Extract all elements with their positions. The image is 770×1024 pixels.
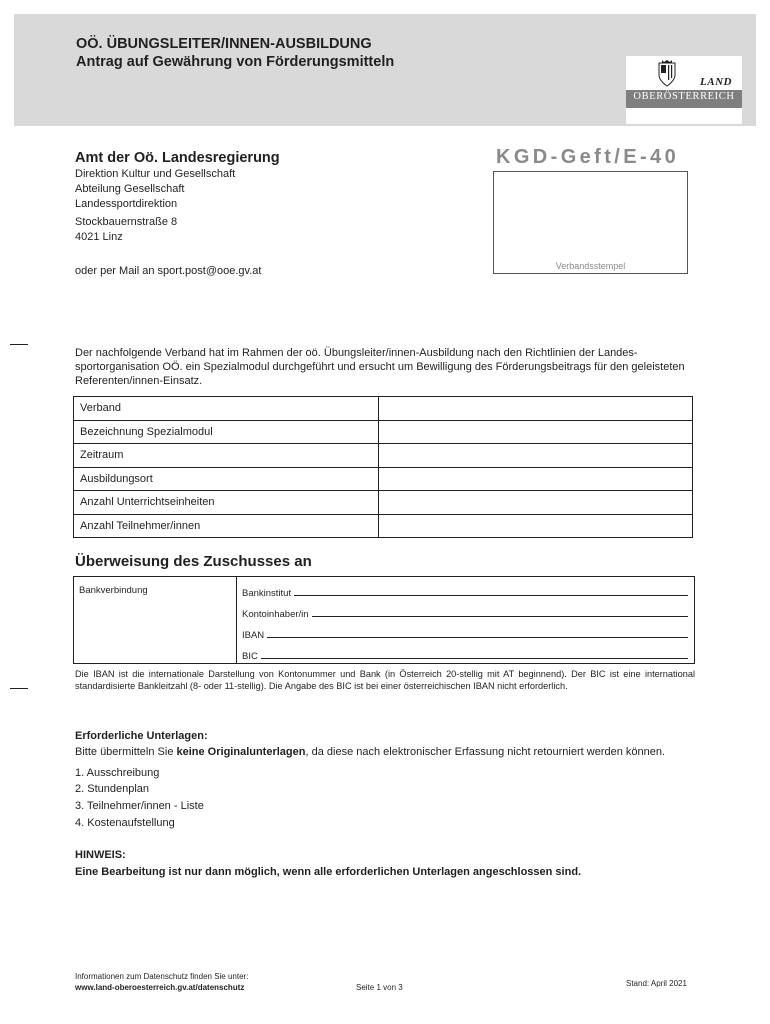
bank-field-institut[interactable] [242,586,688,599]
input-line[interactable] [261,649,688,659]
field-label-spezialmodul: Bezeichnung Spezialmodul [74,420,379,444]
page-number: Seite 1 von 3 [356,983,403,992]
intro-text: Der nachfolgende Verband hat im Rahmen der oö. Übungsleiter/innen-Ausbildung nach den Richtlinien der Landes-sportorganisation OÖ. ein Spezialmodul durchgeführt und ersucht um Bewilligung des Förderungsbeitrags für den geleisteten Referenten/innen-Einsatz. [75,347,685,387]
field-label-verband: Verband [74,397,379,421]
requirements-text [75,746,665,758]
bank-divider [236,576,237,664]
table-row [74,444,693,468]
requirements-title: Erforderliche Unterlagen: [75,730,208,742]
fold-mark [10,344,28,345]
field-input-teilnehmer[interactable] [379,514,693,538]
table-row [74,491,693,515]
field-label: IBAN [242,630,265,641]
form-subtitle: Antrag auf Gewährung von Förderungsmitteln [76,54,395,70]
info-table [73,396,693,538]
address-line: Direktion Kultur und Gesellschaft [75,168,236,180]
logo-land-text: LAND [700,76,732,88]
logo-region-text: OBERÖSTERREICH [633,91,735,102]
privacy-label: Informationen zum Datenschutz finden Sie unter: [75,972,249,981]
table-row [74,397,693,421]
text-part: , da diese nach elektronischer Erfassung nicht retourniert werden können. [305,746,666,758]
logo [626,56,742,124]
field-label: Kontoinhaber/in [242,609,309,620]
recipient-title: Amt der Oö. Landesregierung [75,150,280,166]
hint-title: HINWEIS: [75,849,126,861]
version-date: Stand: April 2021 [626,979,687,988]
input-line[interactable] [294,586,688,596]
privacy-link[interactable]: www.land-oberoesterreich.gv.at/datenschutz [75,983,245,992]
coat-of-arms-icon [656,60,678,88]
form-title: OÖ. ÜBUNGSLEITER/INNEN-AUSBILDUNG [76,36,372,52]
list-item: 4. Kostenaufstellung [75,817,175,829]
bank-field-bic[interactable] [242,649,688,662]
field-input-zeitraum[interactable] [379,444,693,468]
hint-text: Eine Bearbeitung ist nur dann möglich, wenn alle erforderlichen Unterlagen angeschlossen sind. [75,866,582,878]
field-input-verband[interactable] [379,397,693,421]
address-mail: oder per Mail an sport.post@ooe.gv.at [75,265,262,277]
field-label-unterrichtseinheiten: Anzahl Unterrichtseinheiten [74,491,379,515]
input-line[interactable] [267,628,688,638]
fold-mark [10,688,28,689]
stamp-field[interactable] [493,171,688,274]
field-label-teilnehmer: Anzahl Teilnehmer/innen [74,514,379,538]
table-row [74,514,693,538]
bank-field-kontoinhaber[interactable] [242,607,688,620]
field-label-ausbildungsort: Ausbildungsort [74,467,379,491]
address-street: Stockbauernstraße 8 [75,216,178,228]
address-line: Landessportdirektion [75,198,178,210]
table-row [74,420,693,444]
input-line[interactable] [312,607,688,617]
table-row [74,467,693,491]
bank-label: Bankverbindung [79,585,148,596]
address-line: Abteilung Gesellschaft [75,183,185,195]
text-part: Bitte übermitteln Sie [75,746,177,758]
text-emphasis: keine Originalunterlagen [176,746,306,758]
field-label: Bankinstitut [242,588,292,599]
field-label-zeitraum: Zeitraum [74,444,379,468]
list-item: 2. Stundenplan [75,783,150,795]
list-item: 3. Teilnehmer/innen - Liste [75,800,204,812]
bank-field-iban[interactable] [242,628,688,641]
stamp-label: Verbandsstempel [555,261,626,271]
field-input-spezialmodul[interactable] [379,420,693,444]
section-title: Überweisung des Zuschusses an [75,553,312,570]
field-input-unterrichtseinheiten[interactable] [379,491,693,515]
address-city: 4021 Linz [75,231,123,243]
iban-note: Die IBAN ist die internationale Darstellung von Kontonummer und Bank (in Österreich 20-stellig mit AT beginnend). Der BIC ist eine international standardisierte Bankleitzahl (8- oder 11-stellig). Die Angabe des BIC ist bei einer österreichischen IBAN nicht erforderlich. [75,669,695,691]
field-input-ausbildungsort[interactable] [379,467,693,491]
field-label: BIC [242,651,258,662]
list-item: 1. Ausschreibung [75,767,160,779]
form-code: KGD-Geft/E-40 [496,146,680,168]
